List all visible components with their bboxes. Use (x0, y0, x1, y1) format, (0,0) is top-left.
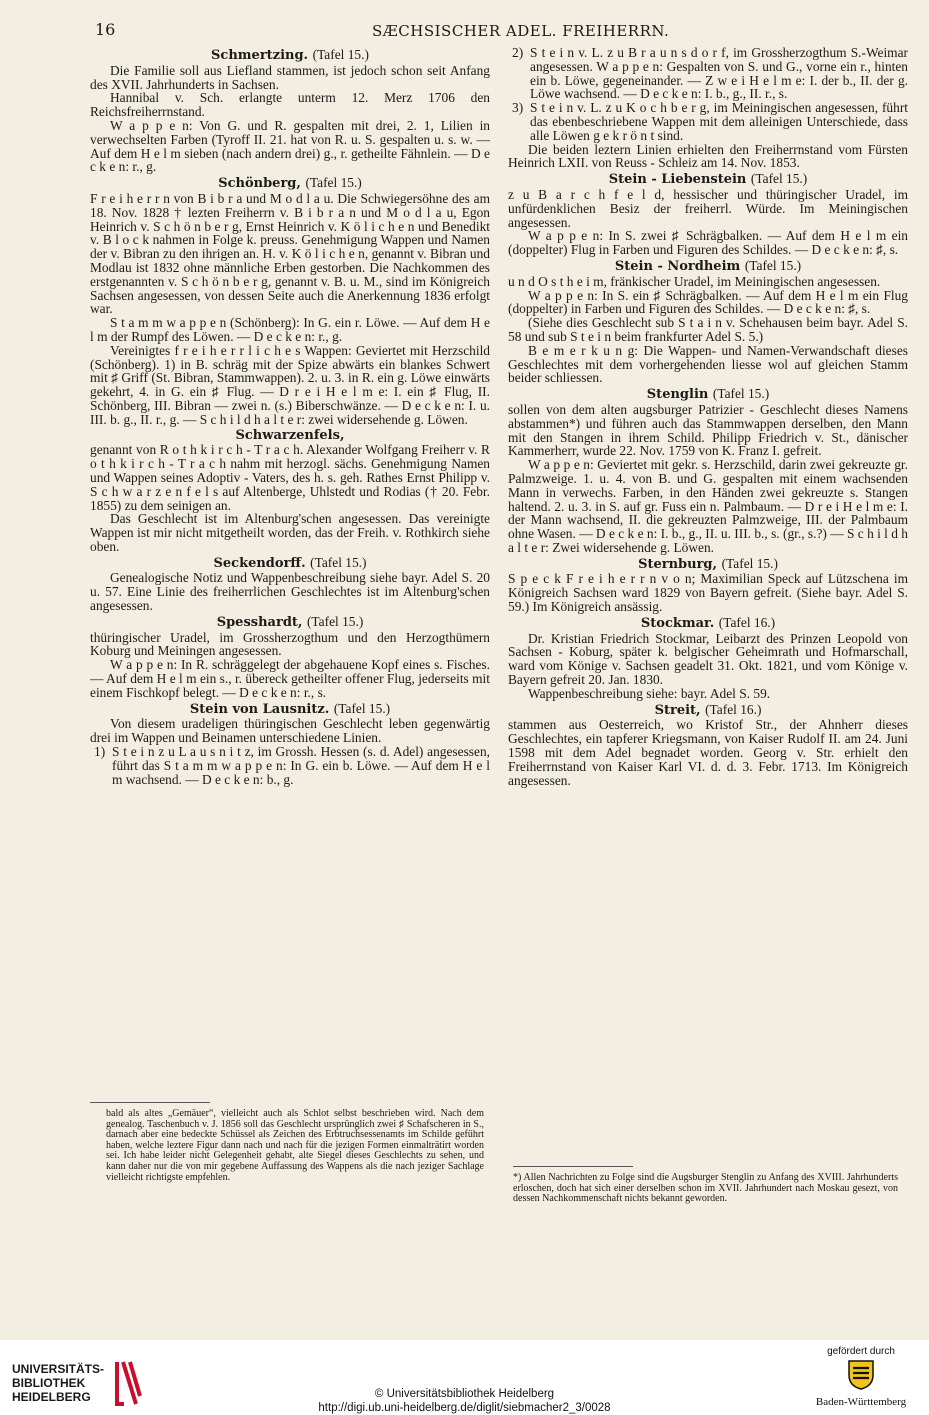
plate-reference: (Tafel 15.) (306, 613, 364, 629)
footnote-rule (513, 1166, 633, 1167)
entry-heading (508, 172, 908, 187)
family-name: Stein von Lausnitz. (189, 701, 330, 717)
paragraph: Die Familie soll aus Liefland stammen, ist jedoch schon seit Anfang des XVII. Jahrhunderts in Sachsen. (90, 62, 490, 92)
entry-heading (508, 259, 908, 274)
plate-reference: (Tafel 15.) (712, 386, 770, 402)
plate-reference: (Tafel 15.) (744, 257, 802, 273)
state-coat-of-arms-icon (846, 1357, 876, 1391)
footnote-right-text: *) Allen Nachrichten zu Folge sind die Augsburger Stenglin zu Anfang des XVIII. Jahrhunderts erloschen, doch hat sich einer derselben schon im XVII. Jahrhundert nach Moskau gesezt, von dessen Nachkommenschaft nichts bekannt geworden. (513, 1172, 898, 1205)
family-name: Schwarzenfels, (235, 427, 345, 443)
paragraph: u n d O s t h e i m, fränkischer Uradel, im Meiningischen angesessen. (508, 273, 881, 289)
plate-reference: (Tafel 15.) (721, 555, 778, 571)
plate-reference: (Tafel 15.) (312, 47, 369, 62)
paragraph: W a p p e n: In S. ein ♯ Schrägbalken. — Auf dem H e l m ein Flug (doppelter) in Farben und Figuren des Schildes. — D e c k e n: ♯, s. (508, 287, 908, 317)
family-name: Schönberg, (218, 176, 301, 192)
entry-heading (508, 616, 908, 631)
family-name: Stockmar. (640, 615, 715, 631)
plate-reference: (Tafel 16.) (718, 614, 776, 630)
plate-reference: (Tafel 15.) (333, 700, 391, 716)
footnote-right (513, 1173, 898, 1205)
right-column (508, 46, 908, 787)
plate-reference: (Tafel 16.) (705, 701, 762, 717)
list-item-text: S t e i n v. L. z u K o c h b e r g, im Meiningischen angesessen, führt das ebenbeschriebene Wappen mit dem alleinigen Unterschiede, dass alle Löwen g e k r ö n t sind. (530, 100, 908, 143)
paragraph: W a p p e n: Von G. und R. gespalten mit drei, 2. 1, Lilien in verwechselten Farben (Tyroff II. 21. hat von R. u. S. gespalten u. s. w. — Auf dem H e l m sieben (nach andern drei) g., r. getheilte Fähnlein. — D e c k e n: r., g. (90, 117, 490, 175)
paragraph: Dr. Kristian Friedrich Stockmar, Leibarzt des Prinzen Leopold von Sachsen - Koburg, später k. belgischer Geheimrath und Hofmarschall, ward vom Könige v. Sachsen geadelt 31. Okt. 1821, und vom Könige v. Bayern gefreit 20. Jan. 1830. (508, 630, 908, 688)
list-item-text: S t e i n v. L. z u B r a u n s d o r f, im Grossherzogthum S.-Weimar angesessen. W a p p e n: Gespalten von S. und G., vorne ein r., hinten ein b. Löwe, gegeneinander. — Z w e i H e l m e: I. der b., II. der g. Löwe wachsend. — D e c k e n: I. b., g., II. r., s. (530, 45, 908, 102)
paragraph: (Siehe dies Geschlecht sub S t a i n v. Schehausen beim bayr. Adel S. 58 und sub S t e i n beim frankfurter Adel S. 5.) (508, 315, 908, 344)
entry-heading (90, 429, 490, 443)
family-name: Sternburg, (638, 556, 718, 572)
entry-heading (90, 48, 490, 63)
source-url[interactable]: http://digi.ub.uni-heidelberg.de/diglit/siebmacher2_3/0028 (318, 1402, 611, 1414)
paragraph: W a p p e n: In S. zwei ♯ Schrägbalken. — Auf dem H e l m ein (doppelter) Flug in Farben und Figuren des Schildes. — D e c k e n: ♯, s. (508, 228, 908, 258)
funding-badge (811, 1346, 911, 1408)
list-item-number: 2) (512, 45, 524, 60)
family-name: Stein - Nordheim (614, 258, 741, 274)
family-name: Seckendorff. (213, 555, 306, 571)
paragraph: Genealogische Notiz und Wappenbeschreibung siehe bayr. Adel S. 20 u. 57. Eine Linie des freiherrlichen Geschlechtes ist im Altenburg'schen angesessen. (90, 570, 490, 614)
list-item-number: 1) (94, 744, 106, 760)
list-item (508, 46, 908, 101)
paragraph: W a p p e n: Geviertet mit gekr. s. Herzschild, darin zwei gekreuzte gr. Palmzweige. 1. u. 4. von B. und G. gespalten mit einem wachsenden Mann in verwechs. Farben, in den Händen zwei gekreuzte s. Stangen haltend. 2. u. 3. in S. auf gr. Fuss ein n. Palmbaum. — D r e i H e l m e: I. der Mann wachsend, II. die gekreuzten Palmzweige, III. der Palmbaum ohne Wasen. — D e c k e n: I. b., g., II. u. III. b., s. (gr., s.?) — S c h i l d h a l t e r: Zwei widersehende g. Löwen. (508, 457, 908, 555)
paragraph: W a p p e n: In R. schräggelegt der abgehauene Kopf eines s. Fisches. — Auf dem H e l m ein s., r. übereck getheilter offener Flug, jederseits mit einem Fischkopf belegt. — D e c k e n: r., s. (90, 657, 490, 700)
page-number: 16 (95, 20, 116, 39)
paragraph: Das Geschlecht ist im Altenburg'schen angesessen. Das vereinigte Wappen ist mir nicht mitgetheilt worden, das der Freih. v. Rothkirch siehe oben. (90, 511, 490, 554)
plate-reference: (Tafel 15.) (310, 554, 367, 570)
entry-heading (90, 176, 490, 191)
paragraph: z u B a r c h f e l d, hessischer und thüringischer Uradel, im unfürdenklichen Besiz der freiherrl. Würde. Im Meiningischen angesessen. (508, 186, 908, 230)
paragraph: S p e c k F r e i h e r r n v o n; Maximilian Speck auf Lützschena im Königreich Sachsen ward 1829 von Bayern gefreit. (Siehe bayr. Adel S. 59.) Im Königreich ansässig. (508, 571, 908, 615)
paragraph: Hannibal v. Sch. erlangte unterm 12. Merz 1706 den Reichsfreiherrnstand. (90, 90, 490, 120)
entry-heading (508, 557, 908, 572)
family-name: Schmertzing. (211, 48, 309, 63)
paragraph: sollen von dem alten augsburger Patrizier - Geschlecht dieses Namens abstammen*) und führen auch das Stammwappen derselben, den Mann mit den Stangen in ihrem Schild. Philipp Friedrich v. St., dänischer Kammerherr, wurde 22. Nov. 1759 von K. Franz I. gefreit. (508, 401, 908, 459)
paragraph: Von diesem uradeligen thüringischen Geschlecht leben gegenwärtig drei im Wappen und Beinamen unterschiedene Linien. (90, 716, 490, 746)
paragraph: thüringischer Uradel, im Grossherzogthum und den Herzogthümern Koburg und Meiningen angesessen. (90, 629, 490, 659)
funder-name: Baden-Württemberg (815, 1396, 907, 1408)
entry-heading (508, 387, 908, 402)
paragraph: genannt von R o t h k i r c h - T r a c h. Alexander Wolfgang Freiherr v. R o t h k i r c h - T r a c h nahm mit herzogl. sächs. Genehmigung Namen und Wappen seines Adoptiv - Vaters, des h. s. geh. Rathes Ernst Philipp v. S c h w a r z e n f e l s auf Altenberge, Uhlstedt und Rodias († 20. Febr. 1855) zu dem seinigen an. (90, 442, 490, 513)
footnote-rule (90, 1102, 210, 1103)
list-item (90, 745, 490, 786)
entry-heading (508, 703, 908, 718)
paragraph: Wappenbeschreibung siehe: bayr. Adel S. 59. (528, 685, 771, 701)
funded-by-label: gefördert durch (827, 1346, 895, 1357)
list-item-number: 3) (512, 100, 524, 116)
paragraph: stammen aus Oesterreich, wo Kristof Str., der Ahnherr dieses Geschlechtes, ein tapferer Kriegsmann, von Kaiser Rudolf II. am 24. Juni 1598 mit dem Adel begnadet worden. Georg v. Str. erhielt den Freiherrnstand von Kaiser Karl VI. d. d. 3. Febr. 1713. Im Königreich angesessen. (508, 717, 908, 788)
entry-heading (90, 556, 490, 571)
entry-heading (90, 702, 490, 717)
list-item (508, 101, 908, 142)
footnote-left (106, 1109, 484, 1183)
family-name: Spesshardt, (216, 614, 303, 630)
plate-reference: (Tafel 15.) (750, 171, 808, 187)
library-name: UNIVERSITÄTS- BIBLIOTHEK HEIDELBERG (12, 1362, 105, 1404)
family-name: Stenglin (646, 387, 709, 403)
footnote-left-text: bald als altes „Gemäuer“, vielleicht auch als Schlot selbst beschrieben wird. Nach dem genealog. Taschenbuch v. J. 1856 soll das Geschlecht ursprünglich zwei ♯ Schafscheren in S., darnach aber eine bedeckte Schüssel als Zeichen des Erbtruchsessenamts im Schilde geführt haben, welche leztere Figur dann nach und nach für die jezigen Formen einmalträtirt worden sei. Ich habe leider nicht Gelegenheit gehabt, alte Siegel dieses Geschlechts zu sehen, und kann daher nur die von mir gegebene Auffassung des Wappens als die nach jeziger Sachlage vielleicht richtigste empfehlen. (106, 1108, 484, 1183)
paragraph: Vereinigtes f r e i h e r r l i c h e s Wappen: Geviertet mit Herzschild (Schönberg). 1) in B. schräg mit der Spize abwärts ein blankes Schwert mit ♯ Griff (St. Bibran, Stammwappen). 2. u. 3. in R. ein g. Löwe einwärts gekehrt, 4. in G. ein ♯ Flug. — D r e i H e l m e: I. ein ♯ Flug, II. Schönberg, III. Bibran — zwei n. (s.) Biberschwänze. — D e c k e n: I. u. III. b. g., II. r., g. — S c h i l d h a l t e r: zwei widersehende g. Löwen. (90, 342, 490, 427)
left-column (90, 46, 490, 786)
paragraph: Die beiden leztern Linien erhielten den Freiherrnstand vom Fürsten Heinrich LXII. von Reuss - Schleiz am 14. Nov. 1853. (508, 141, 908, 171)
entry-heading (90, 615, 490, 630)
running-title: SÆCHSISCHER ADEL. FREIHERRN. (372, 22, 670, 40)
footer-bar (0, 1340, 929, 1414)
paragraph: S t a m m w a p p e n (Schönberg): In G. ein r. Löwe. — Auf dem H e l m der Rumpf des Löwen. — D e c k e n: r., g. (90, 315, 490, 344)
list-item-text: S t e i n z u L a u s n i t z, im Grossh. Hessen (s. d. Adel) angesessen, führt das S t a m m w a p p e n: In G. ein b. Löwe. — Auf dem H e l m wachsend. — D e c k e n: b., g. (112, 744, 490, 787)
paragraph: B e m e r k u n g: Die Wappen- und Namen-Verwandschaft dieses Geschlechtes mit dem vorhergehenden liesse wol auf gleichen Stamm beider schliessen. (508, 342, 908, 386)
copyright-text: © Universitätsbibliothek Heidelberg (374, 1388, 555, 1400)
paragraph: F r e i h e r r n von B i b r a und M o d l a u. Die Schwiegersöhne des am 18. Nov. 1828 † lezten Freiherrn v. B i b r a n und M o d l a u, Egon Heinrich v. S c h ö n b e r g, Ernst Heinrich v. K ö l i c h e n und Benedikt v. B l o c k nahmen in Folge k. preuss. Genehmigung Wappen und Namen der v. Bibran zu den ihrigen an. H. v. K ö l i c h e n, genannt v. Bibran und Modlau ist 1832 ohne männliche Erben gestorben. Die Nachkommen des erstgenannten v. S c h ö n b e r g, genannt v. B. u. M., sind im Königreich Sachsen angesessen, von dessen Seite auch die Anerkennung 1836 erfolgt war. (90, 190, 490, 317)
family-name: Streit, (654, 702, 701, 718)
plate-reference: (Tafel 15.) (305, 175, 362, 191)
family-name: Stein - Liebenstein (608, 172, 747, 188)
